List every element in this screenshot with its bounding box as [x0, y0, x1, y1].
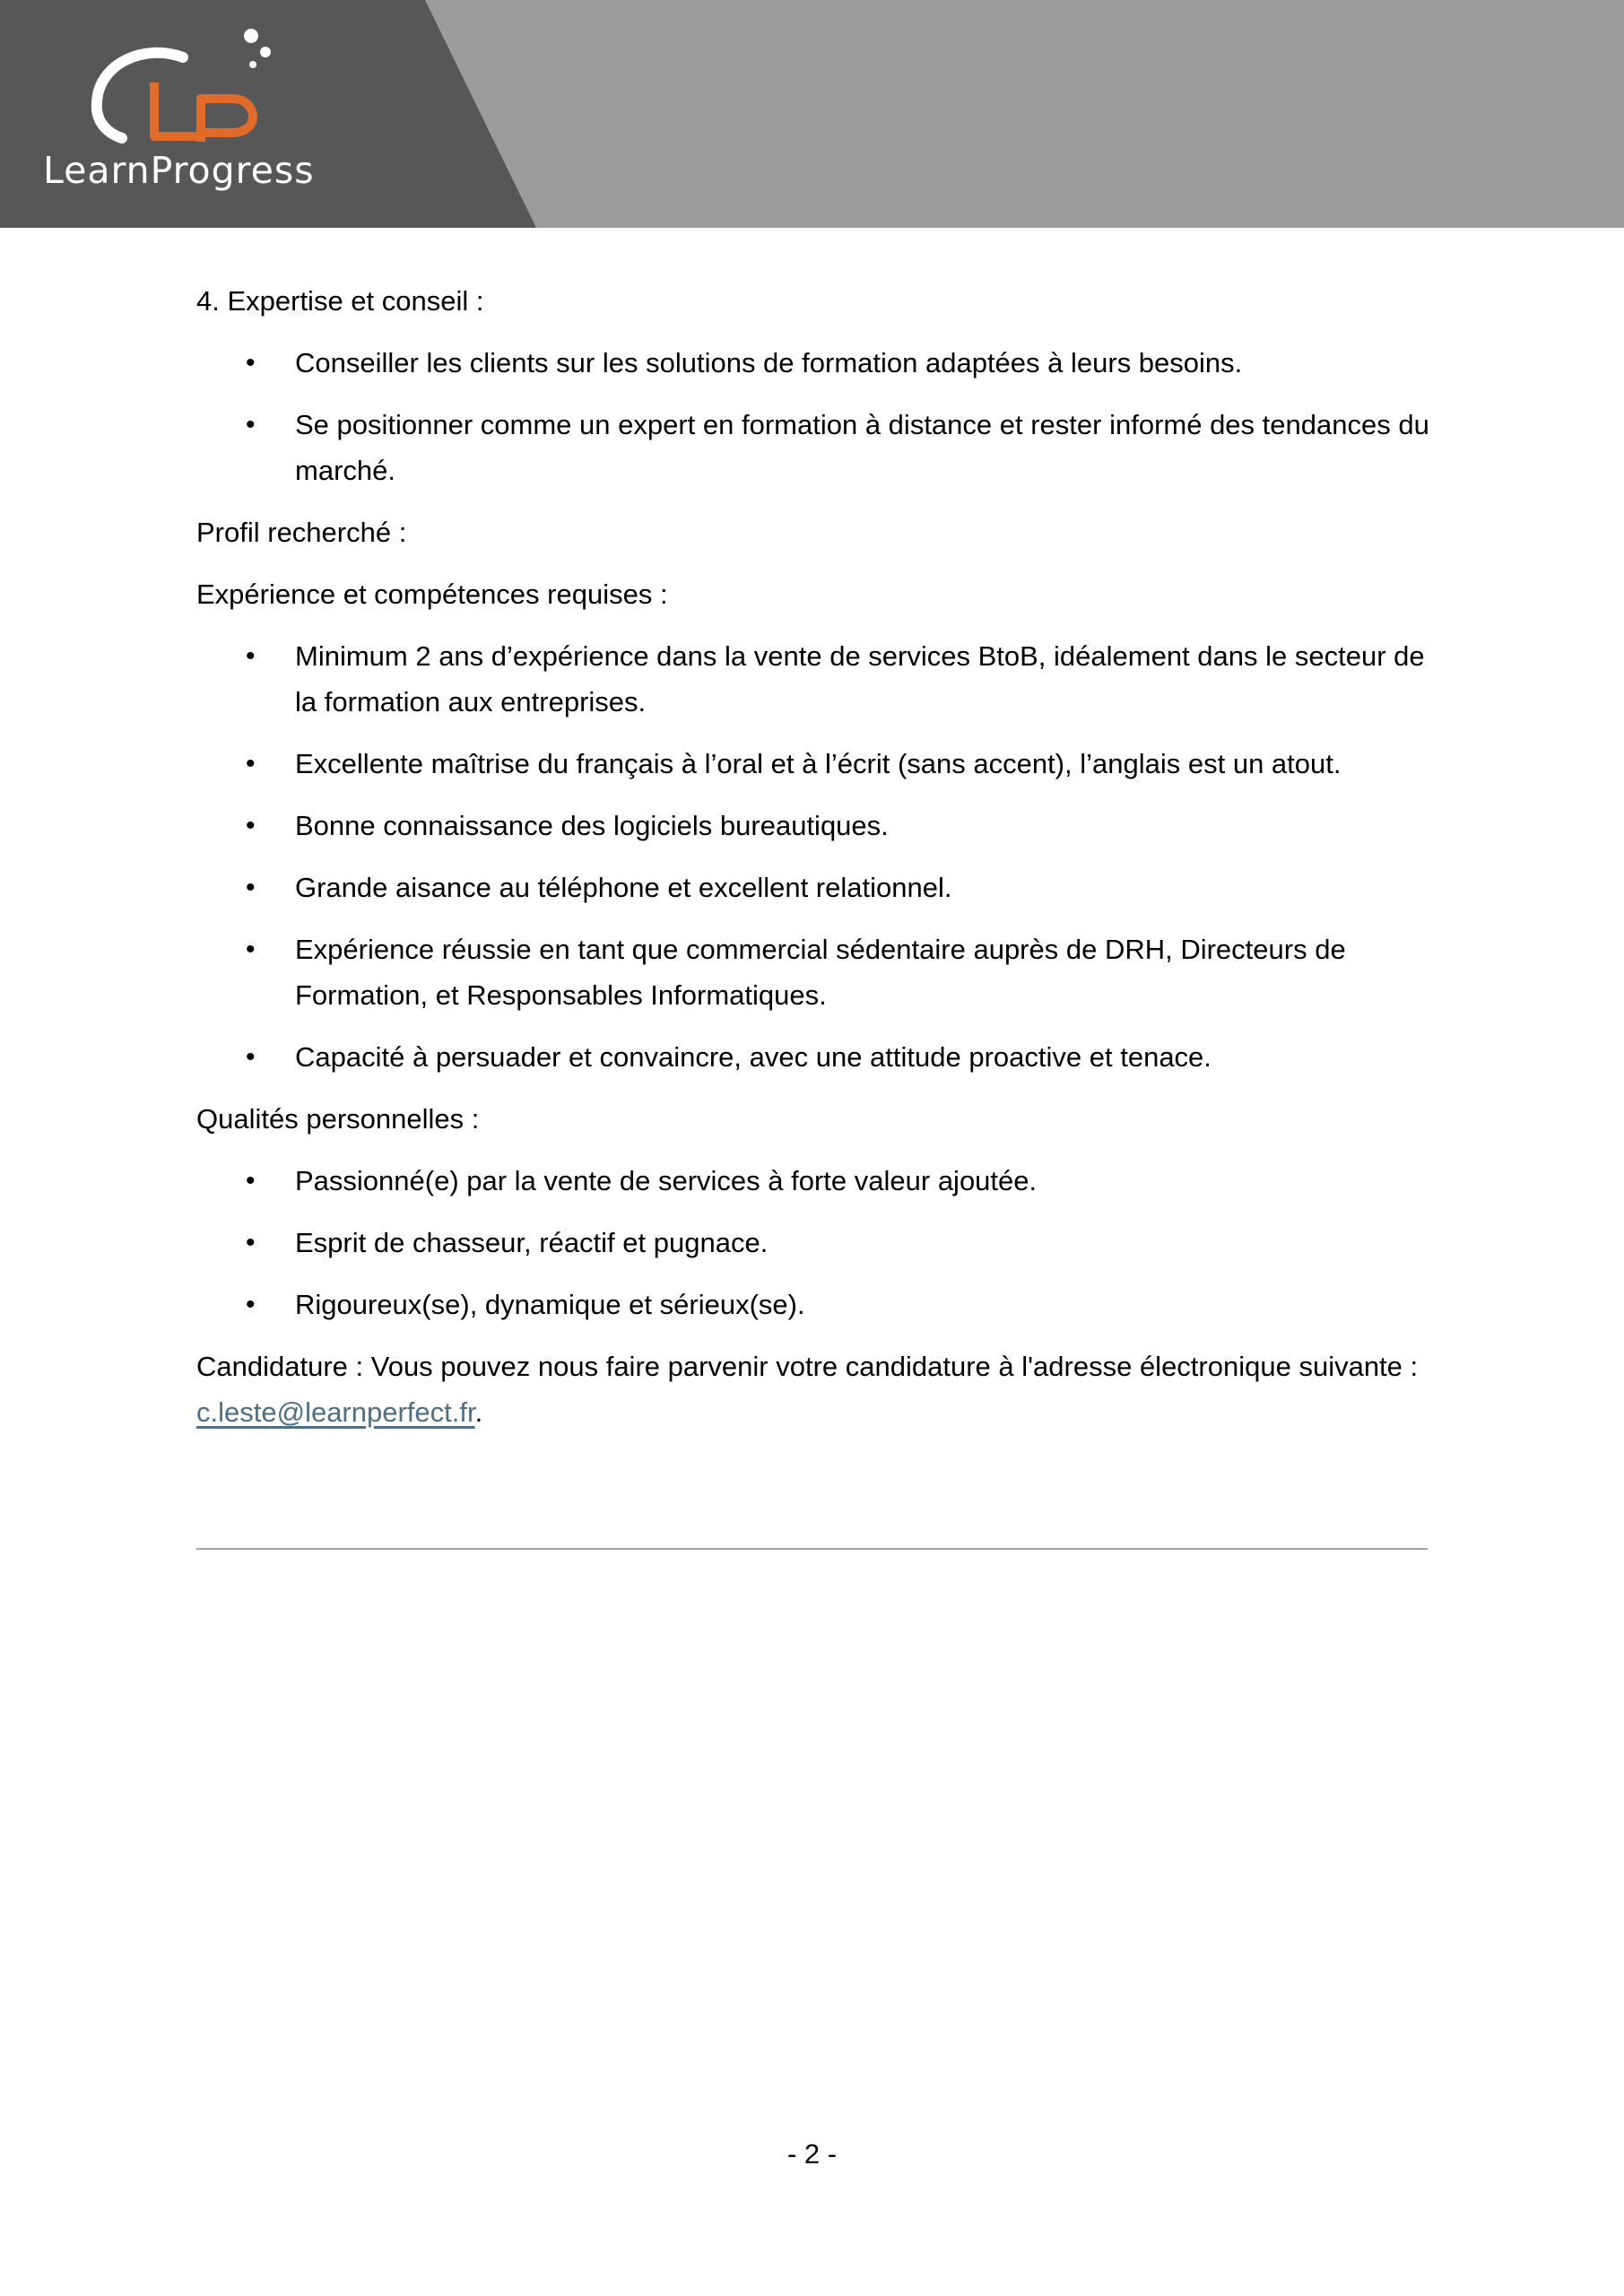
application-trailing: .	[474, 1396, 483, 1428]
list-item	[196, 1220, 1429, 1265]
bullet: •	[246, 1228, 256, 1257]
bullet: •	[246, 641, 256, 671]
list-item	[196, 865, 1429, 910]
list-item	[196, 402, 1429, 493]
page-header	[0, 0, 1624, 228]
list-item	[196, 340, 1429, 386]
section-heading-qualities: Qualités personnelles :	[196, 1103, 480, 1135]
bullet: •	[246, 811, 256, 840]
list-item	[196, 1034, 1429, 1080]
logo-text: LearnProgress	[43, 149, 315, 192]
section-heading-profile: Profil recherché :	[196, 517, 407, 548]
bullet: •	[246, 1042, 256, 1072]
horizontal-divider	[196, 1548, 1428, 1550]
list-item-text: Expérience réussie en tant que commercial sédentaire auprès de DRH, Directeurs de Formation, et Responsables Informatiques.	[295, 934, 1346, 1011]
section-heading-experience: Expérience et compétences requises :	[196, 578, 668, 610]
bullet: •	[246, 873, 256, 902]
bullet: •	[246, 1166, 256, 1196]
list-item	[196, 741, 1429, 787]
bullet: •	[246, 410, 256, 439]
section-heading-expertise: 4. Expertise et conseil :	[196, 285, 484, 317]
list-item	[196, 803, 1429, 848]
list-item-text: Se positionner comme un expert en formation à distance et rester informé des tendances du marché.	[295, 409, 1429, 486]
list-item	[196, 1282, 1429, 1327]
page-number: - 2 -	[786, 2138, 838, 2170]
list-item-text: Conseiller les clients sur les solutions de formation adaptées à leurs besoins.	[295, 347, 1243, 378]
list-item-text: Minimum 2 ans d’expérience dans la vente de services BtoB, idéalement dans le secteur de la formation aux entreprises.	[295, 640, 1425, 718]
list-item-text: Passionné(e) par la vente de services à forte valeur ajoutée.	[295, 1165, 1038, 1196]
list-item-text: Grande aisance au téléphone et excellent relationnel.	[295, 872, 952, 903]
list-item-text: Excellente maîtrise du français à l’oral et à l’écrit (sans accent), l’anglais est un atout.	[295, 748, 1342, 779]
experience-list	[196, 633, 1429, 1080]
expertise-list	[196, 340, 1429, 493]
qualities-list	[196, 1158, 1429, 1327]
email-link[interactable]: c.leste@learnperfect.fr	[196, 1396, 475, 1428]
list-item	[196, 633, 1429, 725]
bullet: •	[246, 348, 256, 378]
bullet: •	[246, 1290, 256, 1319]
bullet: •	[246, 935, 256, 964]
bullet: •	[246, 749, 256, 778]
application-paragraph	[196, 1344, 1429, 1435]
application-text: Candidature : Vous pouvez nous faire parvenir votre candidature à l'adresse électronique suivante :	[196, 1351, 1419, 1382]
list-item	[196, 926, 1429, 1018]
list-item-text: Capacité à persuader et convaincre, avec une attitude proactive et tenace.	[295, 1041, 1211, 1073]
list-item-text: Bonne connaissance des logiciels bureautiques.	[295, 810, 889, 841]
list-item-text: Esprit de chasseur, réactif et pugnace.	[295, 1227, 769, 1258]
document-body	[196, 278, 1429, 1451]
list-item	[196, 1158, 1429, 1204]
list-item-text: Rigoureux(se), dynamique et sérieux(se).	[295, 1289, 805, 1320]
